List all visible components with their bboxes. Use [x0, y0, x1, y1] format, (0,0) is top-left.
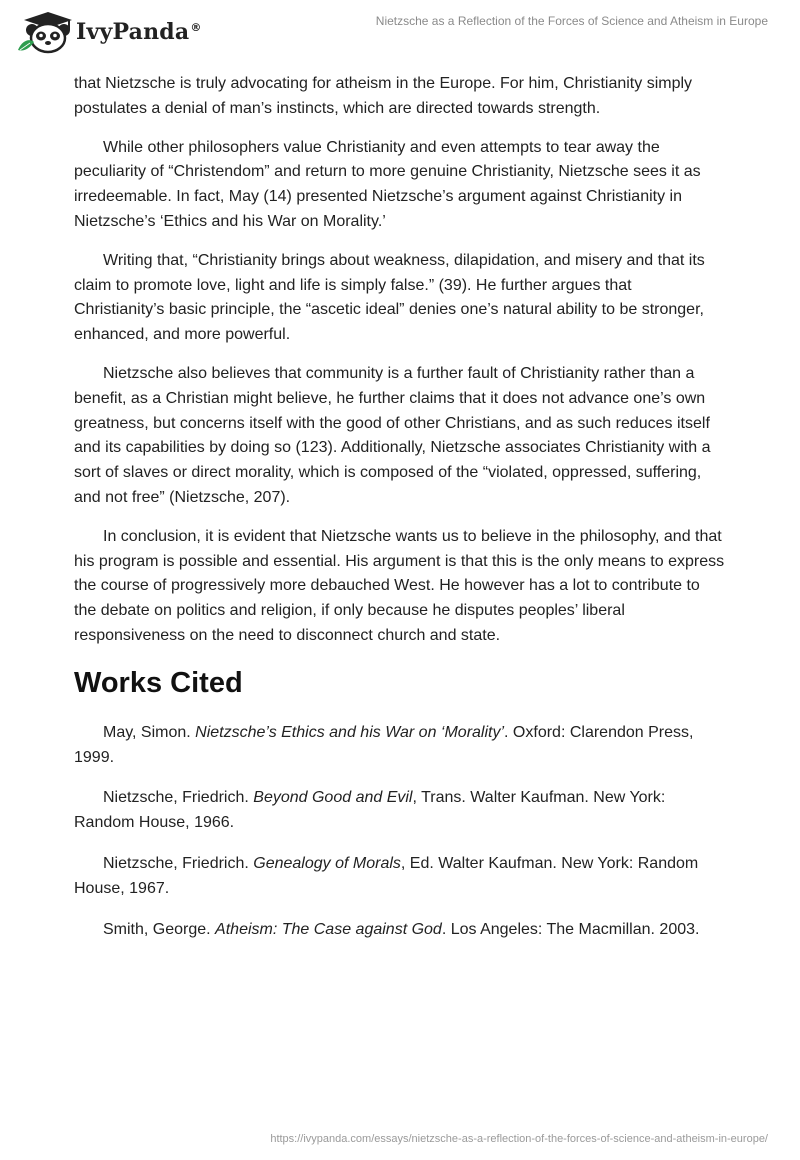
- citation-entry: [74, 918, 726, 943]
- citation-publication: . Los Angeles: The Macmillan. 2003.: [441, 920, 700, 938]
- citation-entry: [74, 786, 726, 836]
- body-paragraph: While other philosophers value Christianity and even attempts to tear away the peculiarity of “Christendom” and return to more genuine Christianity, Nietzsche sees it as irredeemable. In fact, May (14) presented Nietzsche’s argument against Christianity in Nietzsche’s ‘Ethics and his War on Morality.’: [74, 138, 701, 230]
- citation-publication: , Ed. Walter Kaufman. New York: Random House, 1967.: [74, 854, 699, 897]
- citation-author: Nietzsche, Friedrich.: [103, 854, 254, 872]
- citation-title: Atheism: The Case against God: [215, 920, 442, 938]
- citation-title: Nietzsche’s Ethics and his War on ‘Morality’: [195, 723, 505, 741]
- citation-title: Beyond Good and Evil: [253, 789, 413, 807]
- logo-wordmark: [76, 19, 202, 45]
- citation-author: Smith, George.: [103, 920, 216, 938]
- citation-author: May, Simon.: [103, 723, 196, 741]
- citation-entry: [74, 721, 726, 771]
- body-paragraph: that Nietzsche is truly advocating for atheism in the Europe. For him, Christianity simply postulates a denial of man’s instincts, which are directed towards strength.: [74, 75, 693, 117]
- panda-graduate-icon: [16, 10, 74, 54]
- logo-name: IvyPanda: [76, 19, 190, 45]
- document-title: Nietzsche as a Reflection of the Forces of Science and Atheism in Europe: [375, 14, 768, 28]
- citation-entry: [74, 852, 726, 902]
- page-header: [0, 0, 800, 60]
- ivypanda-logo[interactable]: [16, 10, 202, 54]
- works-cited-heading: Works Cited: [74, 666, 243, 699]
- registered-mark: ®: [190, 20, 202, 34]
- essay-content: [74, 72, 726, 958]
- body-paragraph: Writing that, “Christianity brings about weakness, dilapidation, and misery and that its claim to promote love, light and life is simply false.” (39). He further argues that Christianity’s basic principle, the “ascetic ideal” denies one’s natural ability to be stronger, enhanced, and more powerful.: [74, 251, 705, 344]
- citation-publication: . Oxford: Clarendon Press, 1999.: [74, 723, 694, 766]
- source-url-link[interactable]: https://ivypanda.com/essays/nietzsche-as-a-reflection-of-the-forces-of-science-and-atheism-in-europe/: [270, 1133, 768, 1145]
- body-paragraph: Nietzsche also believes that community is a further fault of Christianity rather than a benefit, as a Christian might believe, he further claims that it does not advance one’s own greatness, but concerns itself with the good of other Christians, and as such reduces itself and its capabilities by doing so (123). Additionally, Nietzsche associates Christianity with a sort of slaves or direct morality, which is composed of the “violated, oppressed, suffering, and not free” (Nietzsche, 207).: [74, 364, 711, 506]
- body-paragraph: In conclusion, it is evident that Nietzsche wants us to believe in the philosophy, and that his program is possible and essential. His argument is that this is the only means to express the course of progressively more debauched West. He however has a lot to contribute to the debate on politics and religion, if only because he disputes peoples’ liberal responsiveness on the need to disconnect church and state.: [74, 527, 725, 644]
- citation-author: Nietzsche, Friedrich.: [103, 789, 254, 807]
- citation-title: Genealogy of Morals: [253, 854, 401, 872]
- citation-publication: , Trans. Walter Kaufman. New York: Random House, 1966.: [74, 789, 666, 832]
